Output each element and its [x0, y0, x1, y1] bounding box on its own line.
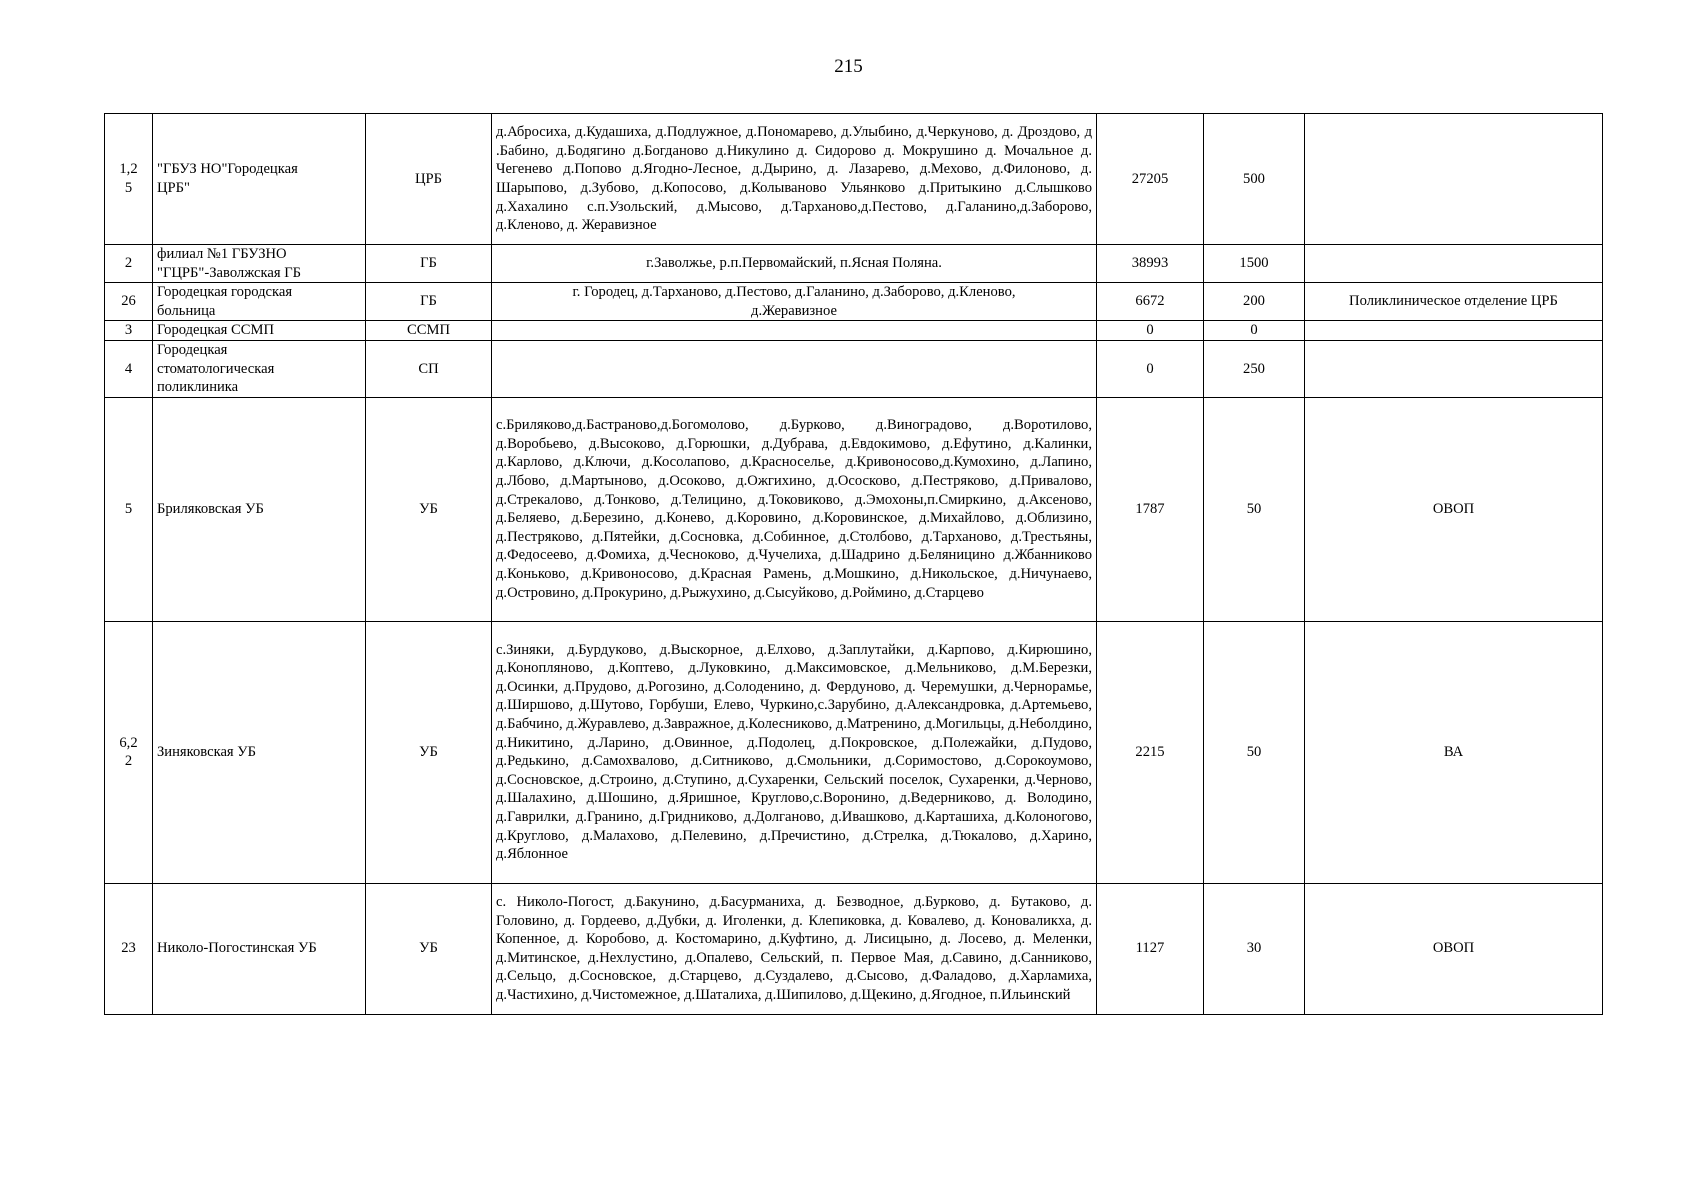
table-row: [105, 883, 1603, 1014]
note-cell: ОВОП: [1305, 397, 1603, 621]
row-number-cell: 6,2 2: [105, 621, 153, 883]
row-number-cell: 23: [105, 883, 153, 1014]
note-cell: [1305, 321, 1603, 341]
population-cell: 1787: [1097, 397, 1204, 621]
facility-name-cell: Городецкая стоматологическая поликлиника: [153, 340, 366, 397]
population-cell: 38993: [1097, 245, 1204, 283]
service-area-cell: с.Зиняки, д.Бурдуково, д.Выскорное, д.Елхово, д.Заплутайки, д.Карпово, д.Кирюшино, д.Коноплянoво, д.Коптево, д.Луковкино, д.Максимовское, д.Мельниково, д.М.Березки, д.Осинки, д.Прудово, д.Рогозино, д.Солоденино, д. Фердуново, д. Черемушки, д.Черноpамье, д.Ширшово, д.Шутово, Горбуши, Елево, Чуркино,с.Зарубино, д.Александровка, д.Артемьево, д.Бабчино, д.Журавлево, д.Завражное, д.Колесниково, д.Матренино, д.Могильцы, д.Неболдино, д.Никитино, д.Ларино, д.Овинное, д.Подолец, д.Покровское, д.Полежайки, д.Пудово, д.Редькино, д.Самохвалово, д.Ситниково, д.Смольники, д.Соримостово, д.Сорокоумово, д.Сосновское, д.Строино, д.Ступино, д.Сухаренки, Сельский поселок, Сухаренки, д.Черново, д.Шалахино, д.Шошино, д.Яришное, Круглово,с.Воронино, д.Ведерниково, д. Володино, д.Гаврилки, д.Гранино, д.Гридниково, д.Долганово, д.Ивашково, д.Карташиха, д.Колоногово, д.Круглово, д.Малахово, д.Пелевино, д.Пречистино, д.Стрелка, д.Тюкалово, д.Харино, д.Яблонное: [492, 621, 1097, 883]
capacity-cell: 500: [1204, 114, 1305, 245]
row-number-cell: 5: [105, 397, 153, 621]
facility-type-cell: ГБ: [366, 245, 492, 283]
row-number-cell: 4: [105, 340, 153, 397]
note-cell: [1305, 114, 1603, 245]
facility-type-cell: УБ: [366, 397, 492, 621]
capacity-cell: 50: [1204, 621, 1305, 883]
table-row: [105, 621, 1603, 883]
row-number-cell: 26: [105, 283, 153, 321]
note-cell: [1305, 340, 1603, 397]
facility-type-cell: ГБ: [366, 283, 492, 321]
note-cell: Поликлиническое отделение ЦРБ: [1305, 283, 1603, 321]
facility-name-cell: Николо-Погостинская УБ: [153, 883, 366, 1014]
note-cell: ВА: [1305, 621, 1603, 883]
row-number-cell: 2: [105, 245, 153, 283]
table-row: [105, 283, 1603, 321]
table-row: [105, 340, 1603, 397]
facility-type-cell: УБ: [366, 621, 492, 883]
facility-type-cell: УБ: [366, 883, 492, 1014]
row-number-cell: 1,2 5: [105, 114, 153, 245]
facility-name-cell: Бриляковская УБ: [153, 397, 366, 621]
facility-type-cell: ССМП: [366, 321, 492, 341]
population-cell: 6672: [1097, 283, 1204, 321]
page-number: 215: [834, 56, 863, 77]
facility-name-cell: филиал №1 ГБУЗНО "ГЦРБ"-Заволжская ГБ: [153, 245, 366, 283]
service-area-cell: г. Городец, д.Тарханово, д.Пестово, д.Галанино, д.Заборово, д.Кленово, д.Жеравизное: [492, 283, 1097, 321]
facility-type-cell: ЦРБ: [366, 114, 492, 245]
capacity-cell: 200: [1204, 283, 1305, 321]
note-cell: [1305, 245, 1603, 283]
facility-table: [104, 113, 1603, 1015]
capacity-cell: 50: [1204, 397, 1305, 621]
table-row: [105, 321, 1603, 341]
note-cell: ОВОП: [1305, 883, 1603, 1014]
service-area-cell: с.Бриляково,д.Бастраново,д.Богомолово, д.Бурково, д.Виноградово, д.Воротилово, д.Воробьево, д.Высоково, д.Горюшки, д.Дубрава, д.Евдокимово, д.Ефутино, д.Калинки, д.Карлово, д.Ключи, д.Косолапово, д.Красноселье, д.Кривоносово,д.Кумохино, д.Лапино, д.Лбово, д.Мартыново, д.Осоково, д.Ожгихино, д.Ососково, д.Пестряково, д.Привалово, д.Стрекалово, д.Тонково, д.Телицино, д.Токовиково, д.Эмохоны,п.Смиркино, д.Аксеново, д.Беляево, д.Березино, д.Конево, д.Коровино, д.Коровинское, д.Михайлово, д.Облизино, д.Пестряково, д.Пятейки, д.Сосновка, д.Собинное, д.Столбово, д.Тарханово, д.Трестьяны, д.Федосеево, д.Фомиха, д.Чесноково, д.Чучелиха, д.Шадрино д.Беляницино д.Жбанниково д.Коньково, д.Кривоносово, д.Красная Рамень, д.Мошкино, д.Никольское, д.Ничунаево, д.Островино, д.Прокурино, д.Рыжухино, д.Сысуйково, д.Роймино, д.Старцево: [492, 397, 1097, 621]
service-area-cell: с. Николо-Погост, д.Бакунино, д.Басурманиха, д. Безводное, д.Бурково, д. Бутаково, д. Головино, д. Гордеево, д.Дубки, д. Иголенки, д. Клепиковка, д. Ковалево, д. Коноваликха, д. Копенное, д. Коробово, д. Костомарино, д.Куфтино, д. Лисицыно, д. Лосево, д. Меленки, д.Митинское, д.Нехлустино, д.Опалево, Сельский, п. Первое Мая, д.Савино, д.Санниково, д.Сельцо, д.Сосновское, д.Старцево, д.Суздалево, д.Сысово, д.Фаладово, д.Харламиха, д.Частихино, д.Чистомежное, д.Шаталиха, д.Шипилово, д.Щекино, д.Ягодное, п.Ильинский: [492, 883, 1097, 1014]
population-cell: 0: [1097, 321, 1204, 341]
service-area-cell: [492, 340, 1097, 397]
table-row: [105, 245, 1603, 283]
population-cell: 27205: [1097, 114, 1204, 245]
capacity-cell: 30: [1204, 883, 1305, 1014]
population-cell: 2215: [1097, 621, 1204, 883]
table-row: [105, 114, 1603, 245]
population-cell: 1127: [1097, 883, 1204, 1014]
service-area-cell: г.Заволжье, р.п.Первомайский, п.Ясная Поляна.: [492, 245, 1097, 283]
facility-name-cell: Зиняковская УБ: [153, 621, 366, 883]
capacity-cell: 250: [1204, 340, 1305, 397]
population-cell: 0: [1097, 340, 1204, 397]
facility-type-cell: СП: [366, 340, 492, 397]
facility-name-cell: Городецкая городская больница: [153, 283, 366, 321]
service-area-cell: д.Абросиха, д.Кудашиха, д.Подлужное, д.Пономарево, д.Улыбино, д.Черкуново, д. Дроздово, д .Бабино, д.Бодягино д.Богданово д.Никулино д. Сидорово д. Мокрушино д. Мочальное д. Чегенево д.Попово д.Ягодно-Лесное, д.Дырино, д. Лазарево, д.Мехово, д.Филоново, д. Шарыпово, д.Зубово, д.Копосово, д.Колываново Ульянково д.Притыкино д.Слышково д.Хахалино с.п.Узольский, д.Мысово, д.Тарханово,д.Пестово, д.Галанино,д.Заборово, д.Кленово, д. Жеравизное: [492, 114, 1097, 245]
facility-name-cell: "ГБУЗ НО"Городецкая ЦРБ": [153, 114, 366, 245]
service-area-cell: [492, 321, 1097, 341]
table-row: [105, 397, 1603, 621]
facility-name-cell: Городецкая ССМП: [153, 321, 366, 341]
capacity-cell: 1500: [1204, 245, 1305, 283]
capacity-cell: 0: [1204, 321, 1305, 341]
row-number-cell: 3: [105, 321, 153, 341]
